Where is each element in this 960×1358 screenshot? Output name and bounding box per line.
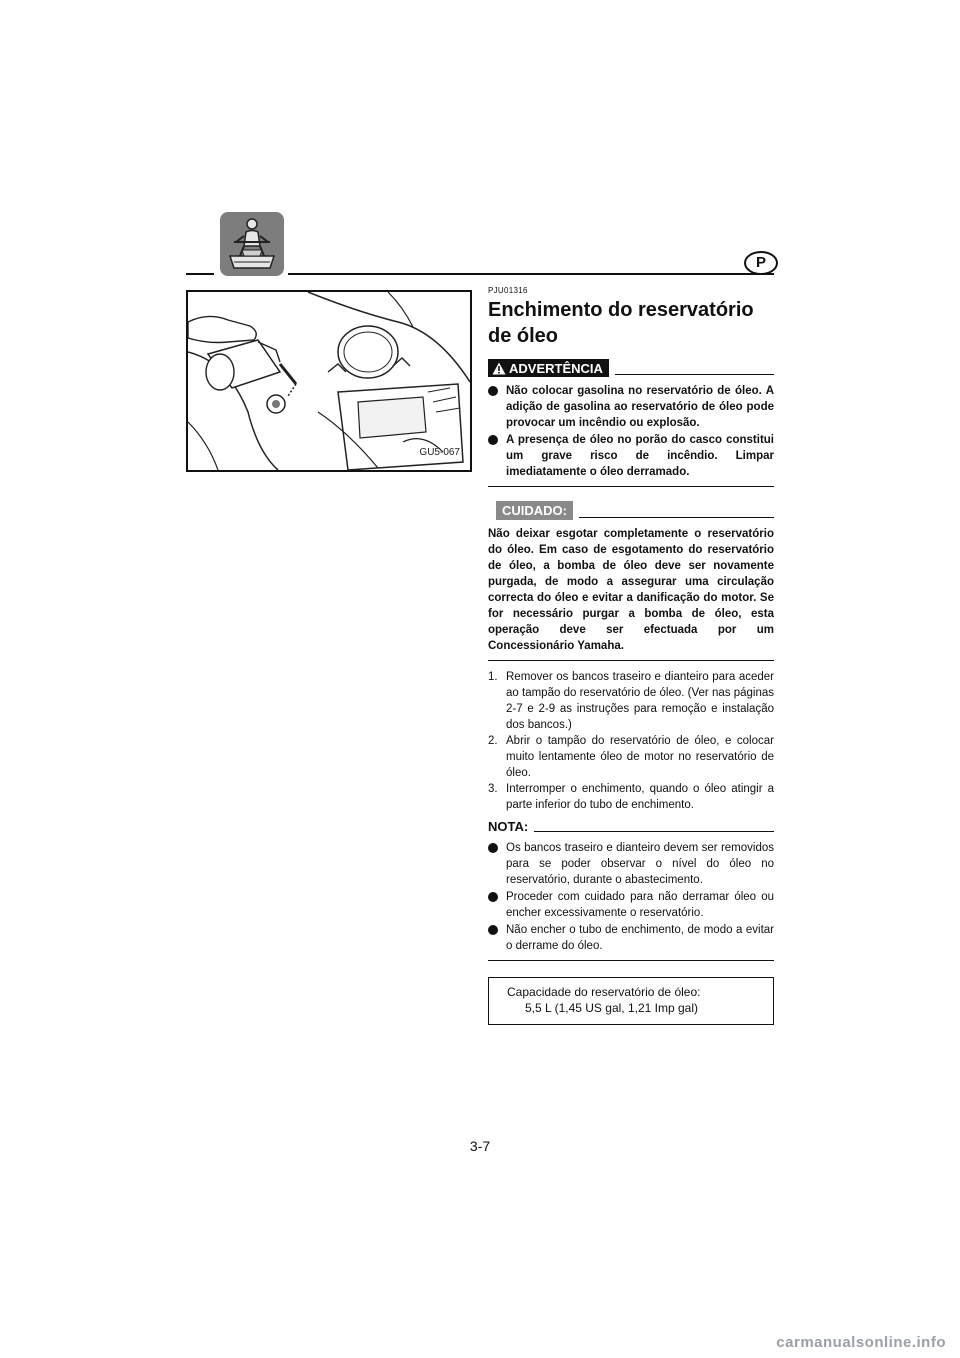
list-item: 2. Abrir o tampão do reservatório de óleo, e colocar muito lentamente óleo de motor no reservatório de óleo. (488, 735, 774, 779)
note-header (488, 819, 774, 834)
warning-header (488, 359, 774, 377)
warning-list (488, 383, 774, 480)
list-item: Os bancos traseiro e dianteiro devem ser removidos para se poder observar o nível do óleo no reservatório, durante o abastecimento. (488, 840, 774, 888)
warning-label: ADVERTÊNCIA (509, 361, 603, 376)
note-end-rule (488, 960, 774, 961)
spec-label: Capacidade do reservatório de óleo: (507, 985, 701, 999)
list-item: Não colocar gasolina no reservatório de óleo. A adição de gasolina ao reservatório de óleo pode provocar um incêndio ou explosão. (488, 383, 774, 431)
jetski-rider-icon (220, 212, 284, 276)
caution-text: Não deixar esgotar completamente o reservatório do óleo. Em caso de esgotamento do reservatório de óleo, a bomba de óleo deve ser novamente purgada, de modo a assegurar uma circulação correcta do óleo e evitar a danificação do motor. Se for necessário purgar a bomba de óleo, esta operação deve ser efectuada por um Concessionário Yamaha. (488, 528, 774, 652)
list-item: Não encher o tubo de enchimento, de modo a evitar o derrame do óleo. (488, 922, 774, 954)
page-number: 3-7 (469, 1138, 491, 1154)
note-label: NOTA: (488, 819, 529, 834)
watermark: carmanualsonline.info (776, 1334, 946, 1351)
header-rule-right (288, 273, 774, 275)
caution-badge: CUIDADO: (496, 501, 573, 520)
list-item: A presença de óleo no porão do casco constitui um grave risco de incêndio. Limpar imediatamente o óleo derramado. (488, 432, 774, 480)
figure-code: GU5-067 (419, 447, 460, 458)
bullet-icon (488, 925, 498, 935)
spec-value: 5,5 L (1,45 US gal, 1,21 Imp gal) (525, 1001, 698, 1015)
content-column (488, 286, 774, 1025)
section-code: PJU01316 (488, 286, 528, 295)
bullet-icon (488, 892, 498, 902)
section-title: Enchimento do reservatório de óleo (488, 299, 754, 347)
warning-triangle-icon (492, 362, 506, 375)
header-rule-left (186, 273, 214, 275)
warning-rule (615, 374, 774, 375)
spec-box (488, 977, 774, 1025)
caution-header (488, 501, 774, 520)
warning-end-rule (488, 486, 774, 487)
bullet-icon (488, 435, 498, 445)
steps-list (488, 669, 774, 813)
warning-badge (488, 359, 609, 377)
note-rule (534, 831, 774, 832)
note-list (488, 840, 774, 954)
list-item: 1. Remover os bancos traseiro e dianteiro para aceder ao tampão do reservatório de óleo. (Ver nas páginas 2-7 e 2-9 as instruções para remoção e instalação dos bancos.) (488, 671, 774, 731)
caution-end-rule (488, 660, 774, 661)
oil-filling-illustration (186, 290, 472, 472)
language-badge: P (744, 251, 778, 275)
caution-rule (579, 517, 774, 518)
bullet-icon (488, 843, 498, 853)
list-item: Proceder com cuidado para não derramar óleo ou encher excessivamente o reservatório. (488, 889, 774, 921)
list-item: 3. Interromper o enchimento, quando o óleo atingir a parte inferior do tubo de enchimento. (488, 783, 774, 811)
bullet-icon (488, 386, 498, 396)
